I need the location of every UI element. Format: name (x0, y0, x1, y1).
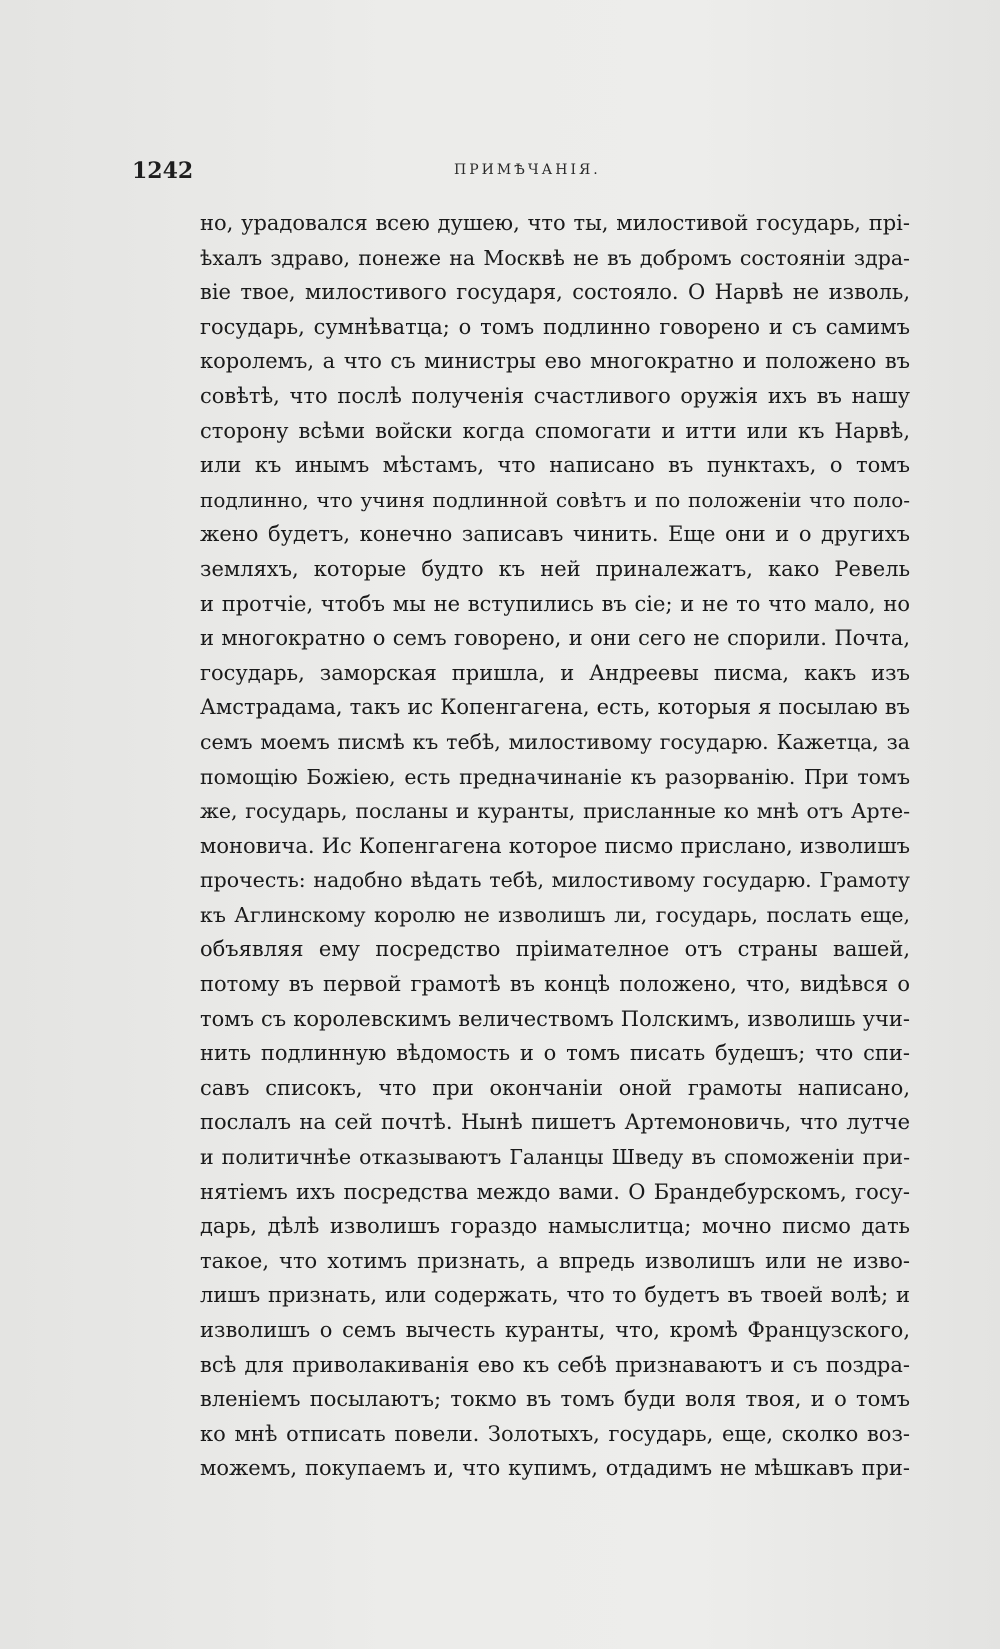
text-line: нить подлинную вѣдомость и о томъ писать будешъ; что спи- (200, 1041, 910, 1066)
text-line: Амстрадама, такъ ис Копенгагена, есть, которыя я посылаю въ (200, 695, 910, 720)
text-line: и политичнѣе отказываютъ Галанцы Шведу въ споможеніи при- (200, 1145, 910, 1170)
page-header (132, 158, 872, 188)
text-line: но, урадовался всею душею, что ты, милостивой государь, прі- (200, 211, 910, 235)
text-line: потому въ первой грамотѣ въ концѣ положено, что, видѣвся о (200, 972, 910, 997)
text-line: ѣхалъ здраво, понеже на Москвѣ не въ добромъ состояніи здра- (200, 245, 910, 270)
text-line: сторону всѣми войски когда спомогати и итти или къ Нарвѣ, (200, 418, 910, 443)
text-line: послалъ на сей почтѣ. Нынѣ пишетъ Артемоновичь, что лутче (200, 1110, 910, 1135)
text-line: томъ съ королевскимъ величествомъ Полскимъ, изволишь учи- (200, 1006, 910, 1031)
text-line: прочесть: надобно вѣдать тебѣ, милостивому государю. Грамоту (200, 868, 910, 893)
text-line: нятіемъ ихъ посредства междо вами. О Брандебурскомъ, госу- (200, 1179, 910, 1204)
text-line: и протчіе, чтобъ мы не вступились въ сіе; и не то что мало, но (200, 591, 910, 616)
text-line: всѣ для приволакиванія ево къ себѣ признаваютъ и съ поздра- (200, 1352, 910, 1377)
text-line: изволишъ о семъ вычесть куранты, что, кромѣ Французского, (200, 1318, 910, 1342)
text-line: дарь, дѣлѣ изволишъ гораздо намыслитца; мочно писмо дать (200, 1214, 910, 1239)
text-line: государь, заморская пришла, и Андреевы писма, какъ изъ (200, 660, 910, 685)
text-line: ко мнѣ отписать повели. Золотыхъ, государь, еще, сколко воз- (200, 1421, 910, 1446)
text-line: государь, сумнѣватца; о томъ подлинно говорено и съ самимъ (200, 314, 910, 339)
text-line: земляхъ, которые будто къ ней приналежатъ, како Ревель (200, 556, 910, 581)
page-number: 1242 (132, 158, 194, 184)
text-line: можемъ, покупаемъ и, что купимъ, отдадимъ не мѣшкавъ при- (200, 1456, 910, 1481)
text-line: семъ моемъ писмѣ къ тебѣ, милостивому государю. Кажетца, за (200, 729, 910, 754)
text-line: моновича. Ис Копенгагена которое писмо прислано, изволишъ (200, 833, 910, 858)
text-line: и многократно о семъ говорено, и они сего не спорили. Почта, (200, 626, 910, 651)
text-line: савъ списокъ, что при окончаніи оной грамоты написано, (200, 1075, 910, 1100)
text-line: такое, что хотимъ признать, а впредь изволишъ или не изво- (200, 1248, 910, 1273)
running-title: ПРИМѢЧАНІЯ. (454, 162, 601, 178)
text-line: помощію Божіею, есть предначинаніе къ разорванію. При томъ (200, 764, 910, 789)
text-line: совѣтѣ, что послѣ полученія счастливого оружія ихъ въ нашу (200, 383, 910, 408)
body-text (200, 206, 910, 1486)
text-line: вленіемъ посылаютъ; токмо въ томъ буди воля твоя, и о томъ (200, 1387, 910, 1412)
text-line: объявляя ему посредство пріимателное отъ страны вашей, (200, 937, 910, 962)
text-line: жено будетъ, конечно записавъ чинить. Еще они и о другихъ (200, 522, 910, 547)
text-line: же, государь, посланы и куранты, присланные ко мнѣ отъ Арте- (200, 799, 910, 824)
text-line: королемъ, а что съ министры ево многократно и положено въ (200, 349, 910, 374)
text-line: къ Аглинскому королю не изволишъ ли, государь, послать еще, (200, 902, 910, 927)
text-line: віе твое, милостивого государя, состояло. О Нарвѣ не изволь, (200, 280, 910, 305)
text-line: или къ инымъ мѣстамъ, что написано въ пунктахъ, о томъ (200, 453, 910, 478)
text-line: подлинно, что учиня подлинной совѣтъ и по положеніи что поло- (200, 487, 910, 512)
text-line: лишъ признать, или содержать, что то будетъ въ твоей волѣ; и (200, 1283, 910, 1308)
